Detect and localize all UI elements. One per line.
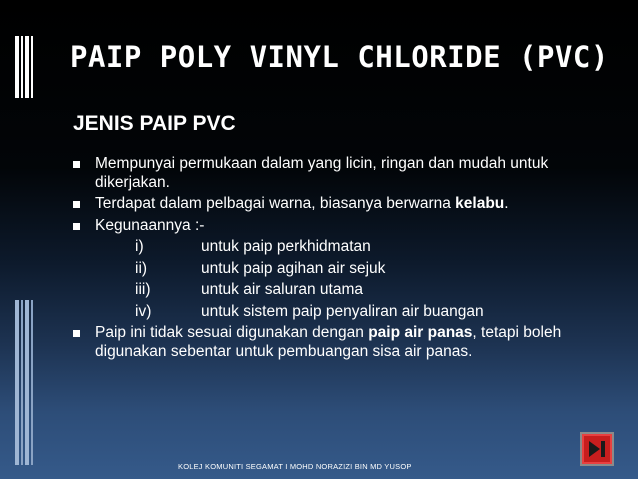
uses-item-text: untuk paip agihan air sejuk xyxy=(201,259,386,277)
bullet-item xyxy=(73,155,593,192)
bullet-text-end: , tetapi boleh digunakan sebentar untuk pembuangan sisa air panas. xyxy=(95,324,562,360)
slide-footer: KOLEJ KOMUNITI SEGAMAT I MOHD NORAZIZI BIN MD YUSOP xyxy=(178,462,412,471)
slide-title: PAIP POLY VINYL CHLORIDE (PVC) xyxy=(70,40,609,74)
side-decoration-top xyxy=(15,36,35,98)
bullet-square-icon xyxy=(73,223,80,230)
bullet-bold-text: kelabu xyxy=(455,195,505,212)
uses-list-item xyxy=(135,303,593,322)
uses-list-item xyxy=(135,281,593,300)
end-show-button[interactable] xyxy=(580,432,614,466)
uses-item-text: untuk air saluran utama xyxy=(201,281,363,298)
uses-item-text: untuk sistem paip penyaliran air buangan xyxy=(201,302,484,320)
uses-list-item xyxy=(135,238,593,257)
bullet-bold-text: paip air panas xyxy=(368,324,473,341)
uses-item-text: untuk paip perkhidmatan xyxy=(201,238,371,255)
bullet-item xyxy=(73,217,593,236)
bullet-text: Paip ini tidak sesuai digunakan dengan xyxy=(95,324,369,341)
slide-content xyxy=(73,155,593,364)
bullet-square-icon xyxy=(73,330,80,337)
uses-list xyxy=(73,238,593,321)
uses-list-item xyxy=(135,260,593,279)
bullet-text: Terdapat dalam pelbagai warna, biasanya berwarna xyxy=(95,195,456,212)
side-decoration-bottom xyxy=(15,300,35,465)
bullet-text: Kegunaannya :- xyxy=(95,216,205,234)
bullet-text-end: . xyxy=(504,195,509,212)
bullet-item xyxy=(73,324,593,361)
end-show-icon xyxy=(587,439,607,459)
bullet-square-icon xyxy=(73,161,80,168)
bullet-square-icon xyxy=(73,201,80,208)
uses-item-number: i) xyxy=(135,238,144,255)
uses-item-number: iii) xyxy=(135,281,151,298)
slide-subtitle: JENIS PAIP PVC xyxy=(73,112,236,135)
uses-item-number: iv) xyxy=(135,302,152,320)
bullet-text: Mempunyai permukaan dalam yang licin, ringan dan mudah untuk dikerjakan. xyxy=(95,155,549,191)
uses-item-number: ii) xyxy=(135,259,148,277)
bullet-item xyxy=(73,195,593,214)
